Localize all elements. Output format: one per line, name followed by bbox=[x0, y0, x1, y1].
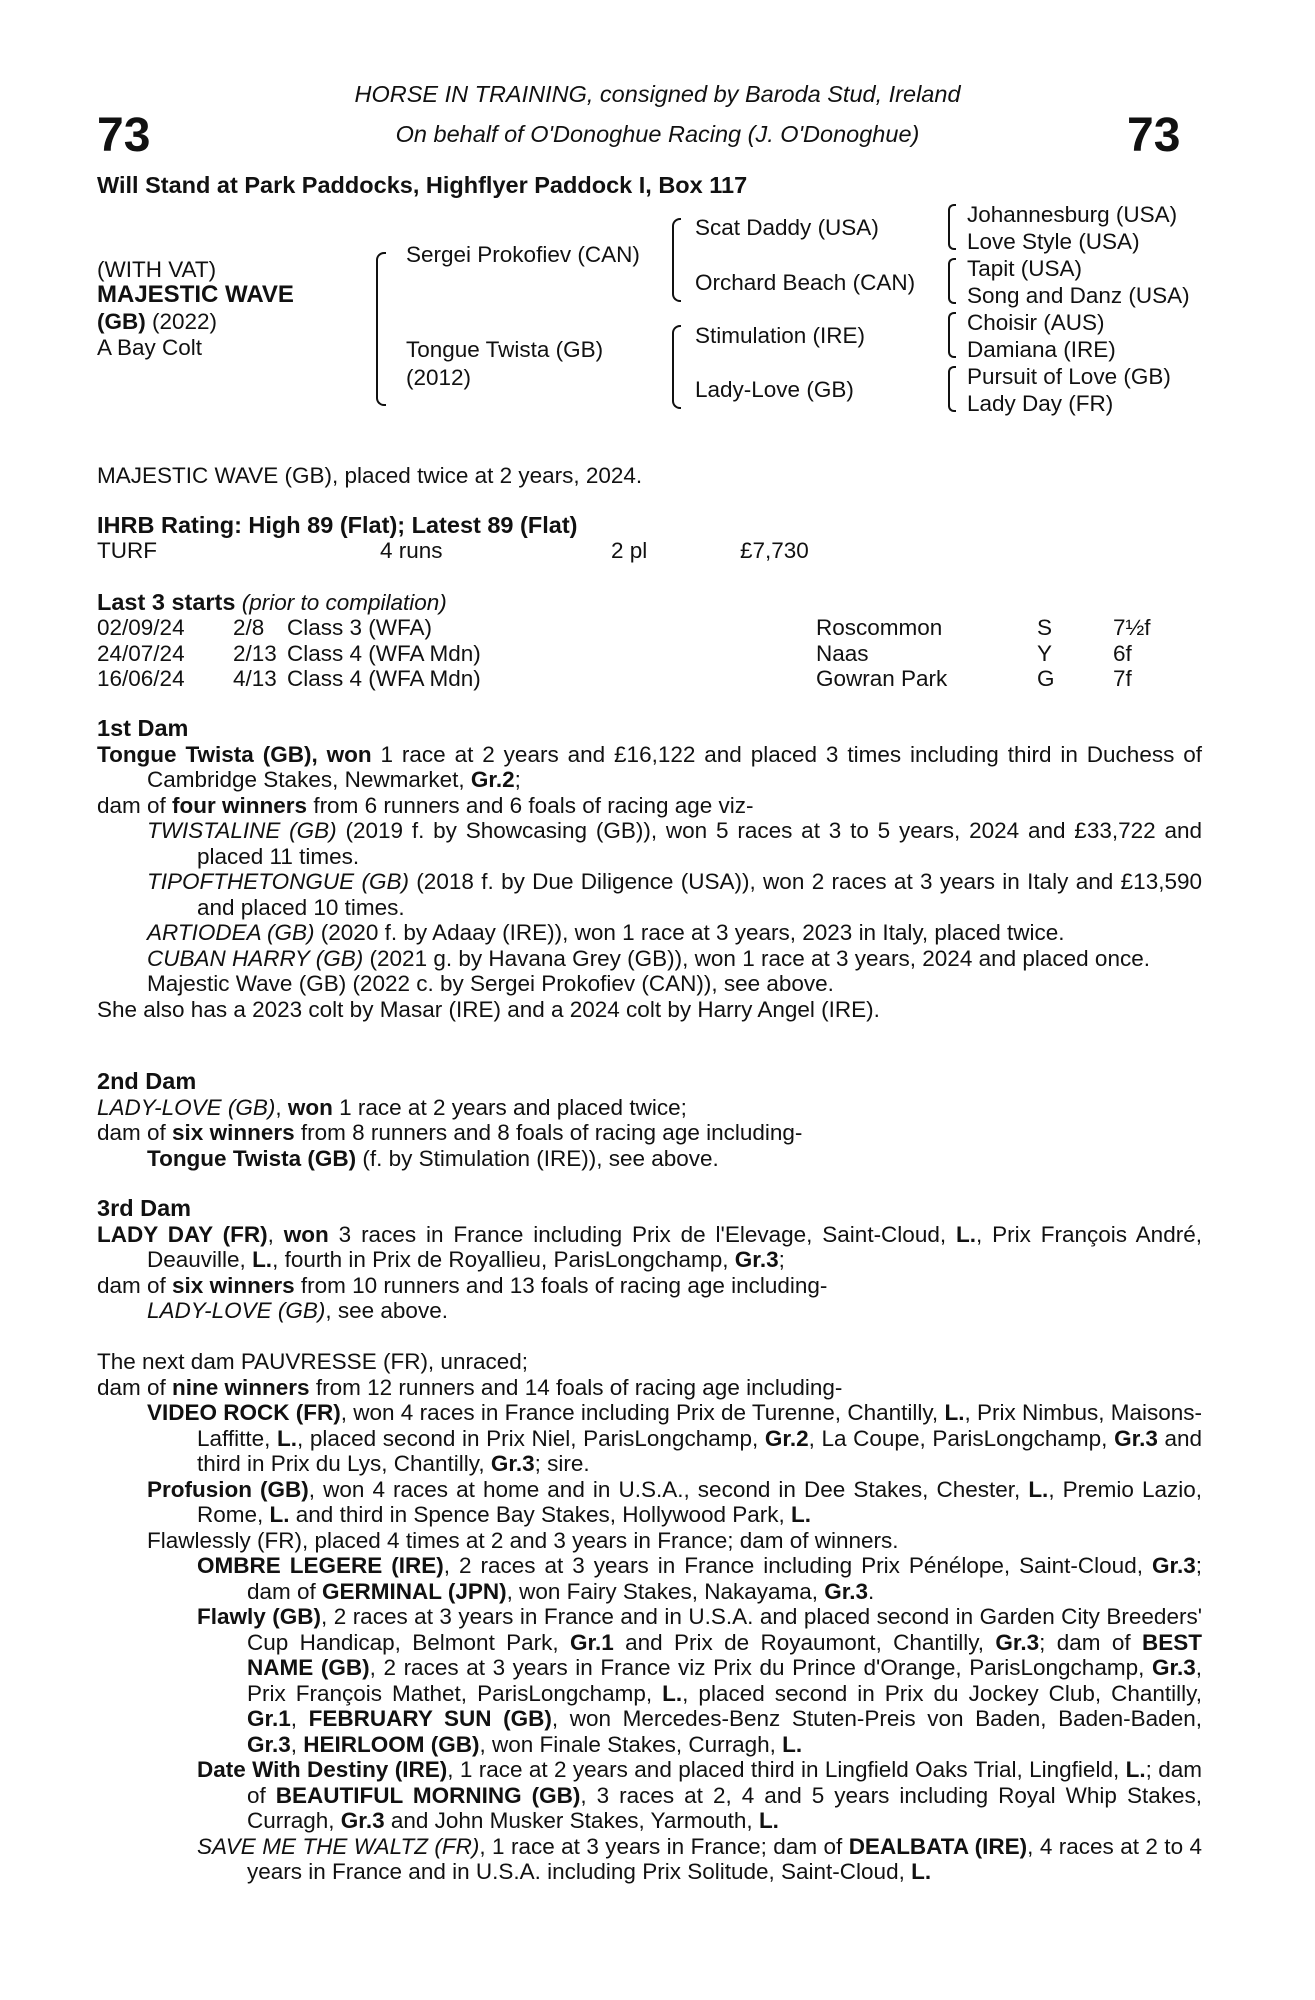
pedigree-ddd: Lady Day (FR) bbox=[967, 391, 1114, 416]
offspring-name: CUBAN HARRY (GB) bbox=[147, 945, 364, 971]
produce-a: dam of bbox=[97, 1120, 173, 1145]
grade: Gr.3 bbox=[1151, 1553, 1196, 1578]
offspring-text: (f. by Stimulation (IRE)), see above. bbox=[356, 1145, 719, 1171]
listed: L. bbox=[758, 1808, 779, 1833]
second-dam-heading: 2nd Dam bbox=[97, 1068, 197, 1094]
pedigree-sss: Johannesburg (USA) bbox=[967, 202, 1178, 227]
listed: L. bbox=[1125, 1757, 1146, 1782]
offspring-flawly bbox=[97, 1604, 1202, 1757]
first-dam-section bbox=[97, 716, 1202, 1022]
offspring-name: DEALBATA (IRE) bbox=[848, 1833, 1028, 1859]
last-starts-heading bbox=[97, 590, 447, 616]
last-starts-note: (prior to compilation) bbox=[241, 590, 447, 615]
offspring-flawlessly: Flawlessly (FR), placed 4 times at 2 and 3 years in France; dam of winners. bbox=[147, 1527, 899, 1553]
grade: Gr.1 bbox=[570, 1629, 614, 1655]
pedigree-bracket-ds bbox=[948, 312, 956, 358]
t: , Prix François Mathet, ParisLongchamp, bbox=[247, 1655, 1202, 1706]
sep: , bbox=[267, 1221, 284, 1247]
t: ; dam of bbox=[247, 1553, 1203, 1604]
horse-year: (2022) bbox=[152, 309, 218, 334]
first-dam-produce-a: dam of bbox=[97, 792, 173, 818]
offspring-name: OMBRE LEGERE (IRE) bbox=[197, 1553, 444, 1578]
offspring-twistaline bbox=[97, 818, 1202, 869]
pedigree-dam: Tongue Twista (GB) bbox=[406, 337, 604, 362]
produce-a: dam of bbox=[97, 1272, 173, 1298]
offspring-name: Date With Destiny (IRE) bbox=[197, 1757, 448, 1782]
t: , placed second in Prix du Jockey Club, Chantilly, bbox=[682, 1680, 1202, 1706]
text: 3 races in France including Prix de l'Elevage, Saint-Cloud, bbox=[328, 1221, 956, 1247]
next-dam-section bbox=[97, 1349, 1202, 1885]
t: , 3 races at 2, 4 and 5 years including Royal Whip Stakes, Curragh, bbox=[247, 1782, 1202, 1833]
offspring-video-rock bbox=[97, 1400, 1202, 1477]
text: ; bbox=[778, 1247, 785, 1272]
t: and Prix de Royaumont, Chantilly, bbox=[613, 1629, 996, 1655]
last-starts-title: Last 3 starts bbox=[97, 589, 236, 615]
text: , fourth in Prix de Royallieu, ParisLongchamp, bbox=[272, 1247, 735, 1272]
pedigree-ssd: Love Style (USA) bbox=[967, 229, 1140, 254]
offspring-text: (2020 f. by Adaay (IRE)), won 1 race at 3 years, 2023 in Italy, placed twice. bbox=[314, 920, 1065, 945]
offspring-name: LADY-LOVE (GB) bbox=[147, 1298, 326, 1323]
t: , bbox=[290, 1731, 304, 1757]
first-dam-heading: 1st Dam bbox=[97, 715, 189, 741]
first-dam-name: Tongue Twista (GB) bbox=[97, 741, 312, 767]
start-pos: 2/8 bbox=[233, 615, 265, 640]
pedigree-bracket-dd bbox=[948, 366, 956, 412]
grade: Gr.3 bbox=[490, 1451, 535, 1476]
grade: Gr.3 bbox=[824, 1578, 869, 1604]
race-summary: MAJESTIC WAVE (GB), placed twice at 2 years, 2024. bbox=[97, 463, 643, 488]
offspring-save-me-the-waltz bbox=[97, 1834, 1202, 1885]
t: , won Fairy Stakes, Nakayama, bbox=[506, 1578, 825, 1604]
offspring-name: FEBRUARY SUN (GB) bbox=[308, 1706, 552, 1731]
start-pos: 4/13 bbox=[233, 666, 277, 691]
start-course: Roscommon bbox=[816, 615, 943, 640]
t: , Premio Lazio, Rome, bbox=[197, 1476, 1203, 1527]
offspring-name: HEIRLOOM (GB) bbox=[303, 1731, 480, 1757]
t: , 1 race at 3 years in France; dam of bbox=[479, 1833, 849, 1859]
pedigree-dam-year: (2012) bbox=[406, 365, 472, 390]
offspring-majestic-wave: Majestic Wave (GB) (2022 c. by Sergei Prokofiev (CAN)), see above. bbox=[147, 971, 834, 996]
offspring-name: TWISTALINE (GB) bbox=[147, 818, 337, 843]
rating-earnings: £7,730 bbox=[740, 538, 809, 563]
pedigree-bracket-ss bbox=[948, 204, 956, 250]
t: , placed second in Prix Niel, ParisLongchamp, bbox=[297, 1425, 765, 1451]
first-dam-winners: four winners bbox=[172, 792, 308, 818]
t: and third in Prix du Lys, Chantilly, bbox=[197, 1425, 1203, 1476]
first-dam-grade: Gr.2 bbox=[470, 767, 515, 792]
t: and third in Spence Bay Stakes, Hollywood Park, bbox=[289, 1502, 792, 1527]
offspring-name: Profusion (GB) bbox=[147, 1476, 309, 1502]
produce-a: dam of bbox=[97, 1374, 173, 1400]
next-dam-produce bbox=[97, 1375, 1202, 1401]
third-dam-name: LADY DAY (FR) bbox=[97, 1221, 268, 1247]
next-dam-line: The next dam PAUVRESSE (FR), unraced; bbox=[97, 1349, 528, 1374]
offspring-name: Tongue Twista (GB) bbox=[147, 1145, 357, 1171]
t: , 4 races at 2 to 4 years in France and in U.S.A. including Prix Solitude, Saint-Cloud, bbox=[247, 1833, 1203, 1884]
t: , 1 race at 2 years and placed third in Lingfield Oaks Trial, Lingfield, bbox=[447, 1757, 1126, 1782]
start-dist: 7f bbox=[1113, 666, 1132, 691]
second-dam-text: 1 race at 2 years and placed twice; bbox=[332, 1094, 687, 1120]
listed: L. bbox=[252, 1247, 273, 1272]
third-dam-heading: 3rd Dam bbox=[97, 1195, 192, 1221]
horse-name: MAJESTIC WAVE bbox=[97, 281, 294, 308]
third-dam-record bbox=[97, 1222, 1202, 1273]
first-dam-won: , won bbox=[311, 741, 372, 767]
start-race: Class 3 (WFA) bbox=[287, 615, 433, 640]
first-dam-end: ; bbox=[514, 767, 521, 792]
second-dam-offspring bbox=[97, 1146, 1202, 1172]
t: , won 4 races at home and in U.S.A., second in Dee Stakes, Chester, bbox=[308, 1476, 1029, 1502]
start-course: Gowran Park bbox=[816, 666, 948, 691]
listed: L. bbox=[944, 1400, 965, 1425]
offspring-name: ARTIODEA (GB) bbox=[147, 920, 315, 945]
start-pos: 2/13 bbox=[233, 640, 277, 666]
start-going: S bbox=[1037, 615, 1053, 640]
second-dam-section bbox=[97, 1069, 1202, 1171]
rating-surface: TURF bbox=[97, 538, 157, 563]
text: , Prix François André, Deauville, bbox=[147, 1221, 1202, 1272]
offspring-name: TIPOFTHETONGUE (GB) bbox=[147, 869, 409, 894]
lot-number-right: 73 bbox=[1127, 109, 1181, 162]
offspring-name: SAVE ME THE WALTZ (FR) bbox=[197, 1833, 480, 1859]
lot-number-left: 73 bbox=[97, 109, 151, 162]
rating-runs: 4 runs bbox=[380, 538, 443, 563]
t: , won 4 races in France including Prix de Turenne, Chantilly, bbox=[340, 1400, 945, 1425]
pedigree-sire-sire: Scat Daddy (USA) bbox=[695, 215, 879, 240]
offspring-text: (2021 g. by Havana Grey (GB)), won 1 race at 3 years, 2024 and placed once. bbox=[363, 945, 1150, 971]
offspring-text: (2018 f. by Due Diligence (USA)), won 2 races at 3 years in Italy and £13,590 and placed 10 times. bbox=[197, 869, 1203, 920]
offspring-ombre-legere bbox=[97, 1553, 1202, 1604]
header-consignor: HORSE IN TRAINING, consigned by Baroda Stud, Ireland bbox=[354, 81, 961, 107]
listed: L. bbox=[277, 1425, 298, 1451]
offspring-name: Flawly (GB) bbox=[197, 1604, 321, 1629]
start-going: Y bbox=[1037, 640, 1053, 666]
offspring-tipofthetongue bbox=[97, 869, 1202, 920]
t: , won Mercedes-Benz Stuten-Preis von Baden, Baden-Baden, bbox=[551, 1706, 1202, 1731]
first-dam-record bbox=[97, 742, 1202, 793]
third-dam-offspring bbox=[97, 1298, 1202, 1324]
first-dam-produce bbox=[97, 793, 1202, 819]
t: , 2 races at 3 years in France and in U.S.A. and placed second in Garden City Breeders' Cup Handicap, Belmont Park, bbox=[247, 1604, 1202, 1655]
offspring-text: (2019 f. by Showcasing (GB)), won 5 races at 3 to 5 years, 2024 and £33,722 and placed 11 times. bbox=[197, 818, 1202, 869]
produce-c: from 10 runners and 13 foals of racing age including- bbox=[294, 1272, 828, 1298]
offspring-name: BEST NAME (GB) bbox=[247, 1629, 1202, 1680]
listed: L. bbox=[1028, 1476, 1049, 1502]
rating-title: IHRB Rating: High 89 (Flat); Latest 89 (Flat) bbox=[97, 512, 578, 538]
offspring-name: VIDEO ROCK (FR) bbox=[147, 1400, 341, 1425]
pedigree-bracket-sire bbox=[672, 218, 681, 302]
offspring-name: GERMINAL (JPN) bbox=[322, 1578, 507, 1604]
start-date: 24/07/24 bbox=[97, 640, 185, 666]
horse-description: A Bay Colt bbox=[97, 335, 203, 360]
grade: Gr.1 bbox=[247, 1706, 291, 1731]
grade: Gr.3 bbox=[734, 1247, 779, 1272]
sep: , bbox=[275, 1094, 288, 1120]
pedigree-sire: Sergei Prokofiev (CAN) bbox=[406, 242, 640, 267]
pedigree-sds: Tapit (USA) bbox=[967, 256, 1083, 281]
third-dam-section bbox=[97, 1196, 1202, 1324]
grade: Gr.3 bbox=[340, 1808, 385, 1833]
third-dam-won: won bbox=[283, 1221, 329, 1247]
rating-placed: 2 pl bbox=[611, 538, 648, 563]
start-going: G bbox=[1037, 666, 1055, 691]
pedigree-bracket-main bbox=[376, 252, 386, 406]
grade: Gr.3 bbox=[247, 1731, 291, 1757]
horse-country: (GB) bbox=[97, 309, 146, 334]
offspring-cuban-harry bbox=[97, 946, 1202, 972]
offspring-name: BEAUTIFUL MORNING (GB) bbox=[275, 1782, 581, 1808]
stand-location: Will Stand at Park Paddocks, Highflyer Paddock I, Box 117 bbox=[97, 172, 748, 198]
grade: Gr.3 bbox=[995, 1629, 1040, 1655]
start-dist: 7½f bbox=[1113, 615, 1151, 640]
second-dam-produce bbox=[97, 1120, 1202, 1146]
t: ; dam of bbox=[247, 1757, 1202, 1808]
start-race: Class 4 (WFA Mdn) bbox=[287, 640, 481, 666]
t: . bbox=[868, 1578, 875, 1604]
third-dam-winners: six winners bbox=[172, 1272, 295, 1298]
t: , bbox=[290, 1706, 309, 1731]
pedigree-bracket-dam bbox=[672, 325, 681, 409]
pedigree-dds: Pursuit of Love (GB) bbox=[967, 364, 1171, 389]
pedigree-sire-dam: Orchard Beach (CAN) bbox=[695, 270, 916, 295]
grade: Gr.2 bbox=[764, 1425, 809, 1451]
first-dam-also: She also has a 2023 colt by Masar (IRE) and a 2024 colt by Harry Angel (IRE). bbox=[97, 996, 880, 1022]
t: , 2 races at 3 years in France viz Prix du Prince d'Orange, ParisLongchamp, bbox=[369, 1655, 1152, 1680]
pedigree-bracket-sd bbox=[948, 258, 956, 304]
t: , 2 races at 3 years in France including Prix Pénélope, Saint-Cloud, bbox=[443, 1553, 1152, 1578]
start-date: 02/09/24 bbox=[97, 615, 185, 640]
pedigree-dam-sire: Stimulation (IRE) bbox=[695, 323, 866, 348]
start-date: 16/06/24 bbox=[97, 666, 185, 691]
offspring-artiodea bbox=[97, 920, 1202, 946]
start-dist: 6f bbox=[1113, 640, 1132, 666]
t: , La Coupe, ParisLongchamp, bbox=[808, 1425, 1115, 1451]
header-on-behalf: On behalf of O'Donoghue Racing (J. O'Donoghue) bbox=[395, 121, 920, 147]
second-dam-record bbox=[97, 1095, 1202, 1121]
listed: L. bbox=[269, 1502, 290, 1527]
produce-c: from 8 runners and 8 foals of racing age including- bbox=[294, 1120, 803, 1145]
start-course: Naas bbox=[816, 640, 869, 666]
offspring-date-with-destiny bbox=[97, 1757, 1202, 1834]
offspring-profusion bbox=[97, 1477, 1202, 1528]
next-dam-winners: nine winners bbox=[172, 1374, 310, 1400]
second-dam-won: won bbox=[287, 1094, 333, 1120]
grade: Gr.3 bbox=[1151, 1655, 1196, 1680]
second-dam-winners: six winners bbox=[172, 1120, 295, 1145]
pedigree-sdd: Song and Danz (USA) bbox=[967, 283, 1190, 308]
first-dam-text: 1 race at 2 years and £16,122 and placed 3 times including third in Duchess of Cambridge Stakes, Newmarket, bbox=[147, 741, 1203, 792]
pedigree-dss: Choisir (AUS) bbox=[967, 310, 1105, 335]
t: ; dam of bbox=[1039, 1629, 1142, 1655]
t: and John Musker Stakes, Yarmouth, bbox=[384, 1808, 759, 1833]
offspring-text: , see above. bbox=[325, 1298, 448, 1323]
produce-c: from 12 runners and 14 foals of racing age including- bbox=[309, 1374, 843, 1400]
t: , won Finale Stakes, Curragh, bbox=[479, 1731, 783, 1757]
start-race: Class 4 (WFA Mdn) bbox=[287, 666, 481, 691]
listed: L. bbox=[791, 1502, 812, 1527]
pedigree-dam-dam: Lady-Love (GB) bbox=[695, 377, 854, 402]
third-dam-produce bbox=[97, 1273, 1202, 1299]
vat-note: (WITH VAT) bbox=[97, 257, 217, 282]
first-dam-produce-c: from 6 runners and 6 foals of racing age viz- bbox=[307, 792, 754, 818]
second-dam-name: LADY-LOVE (GB) bbox=[97, 1094, 276, 1120]
t: ; sire. bbox=[534, 1451, 590, 1476]
pedigree-dsd: Damiana (IRE) bbox=[967, 337, 1116, 362]
listed: L. bbox=[955, 1221, 976, 1247]
t: , Prix Nimbus, Maisons-Laffitte, bbox=[197, 1400, 1203, 1451]
grade: Gr.3 bbox=[1114, 1425, 1158, 1451]
listed: L. bbox=[662, 1680, 683, 1706]
listed: L. bbox=[782, 1731, 803, 1757]
horse-origin bbox=[97, 309, 217, 335]
listed: L. bbox=[911, 1859, 932, 1884]
